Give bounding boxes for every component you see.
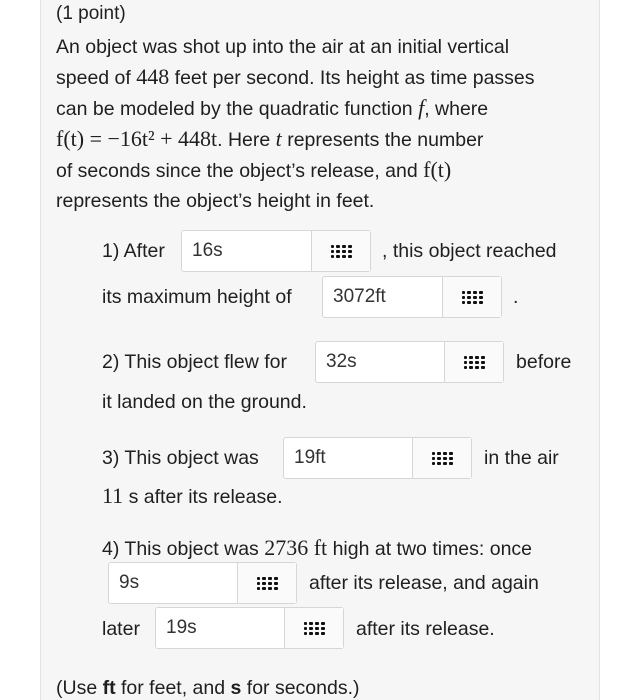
q1-line2: its maximum height of xyxy=(102,286,292,308)
q4-first-time-grid-button[interactable] xyxy=(237,563,296,603)
q4-second-time-grid-button[interactable] xyxy=(284,608,343,648)
q4-mid: after its release, and again xyxy=(309,572,539,594)
problem-line: of seconds since the object’s release, and f(t) xyxy=(56,157,452,182)
q1-height-grid-button[interactable] xyxy=(442,277,501,317)
q2-prefix: 2) This object flew for xyxy=(102,351,287,373)
q4-first-time-field[interactable] xyxy=(108,562,297,604)
problem-line: can be modeled by the quadratic function f, where xyxy=(56,95,489,120)
q1-prefix: 1) After xyxy=(102,240,165,262)
q3-answer-grid-button[interactable] xyxy=(412,438,471,478)
q2-suffix: before xyxy=(516,351,572,373)
q2-line2: it landed on the ground. xyxy=(102,391,307,413)
grid-icon xyxy=(331,245,352,258)
q1-period: . xyxy=(513,286,519,308)
q1-height-field[interactable] xyxy=(322,276,502,318)
q2-answer-grid-button[interactable] xyxy=(444,342,503,382)
q3-prefix: 3) This object was xyxy=(102,447,259,469)
q3-answer-field[interactable] xyxy=(283,437,472,479)
q1-answer-grid-button[interactable] xyxy=(311,231,370,271)
grid-icon xyxy=(464,356,485,369)
q1-height-value[interactable]: 3072ft xyxy=(333,286,386,307)
grid-icon xyxy=(257,577,278,590)
problem-statement xyxy=(56,32,586,216)
q4-later: later xyxy=(102,618,140,640)
units-note: (Use ft for feet, and s for seconds.) xyxy=(56,677,360,699)
problem-line: speed of 448 feet per second. Its height as time passes xyxy=(56,64,535,89)
problem-line: f(t) = −16t² + 448t. Here t represents the number xyxy=(56,126,484,151)
q4-second-time-value[interactable]: 19s xyxy=(166,617,197,638)
problem-line: An object was shot up into the air at an initial vertical xyxy=(56,36,510,58)
q4-second-time-field[interactable] xyxy=(155,607,344,649)
q1-suffix: , this object reached xyxy=(382,240,557,262)
q2-answer-value[interactable]: 32s xyxy=(326,351,357,372)
q3-line2: 11 s after its release. xyxy=(102,483,283,508)
q3-suffix: in the air xyxy=(484,447,559,469)
grid-icon xyxy=(304,622,325,635)
q1-answer-value[interactable]: 16s xyxy=(192,240,223,261)
grid-icon xyxy=(432,452,453,465)
q4-end: after its release. xyxy=(356,618,495,640)
height-formula: f(t) = −16t² + 448t xyxy=(56,126,218,151)
q3-answer-value[interactable]: 19ft xyxy=(294,447,326,468)
point-value: (1 point) xyxy=(56,3,126,24)
q1-answer-field[interactable] xyxy=(181,230,371,272)
problem-line: represents the object’s height in feet. xyxy=(56,190,375,212)
q2-answer-field[interactable] xyxy=(315,341,504,383)
q4-line1: 4) This object was 2736 ft high at two times: once xyxy=(102,535,533,560)
q4-first-time-value[interactable]: 9s xyxy=(119,572,140,593)
grid-icon xyxy=(462,291,483,304)
